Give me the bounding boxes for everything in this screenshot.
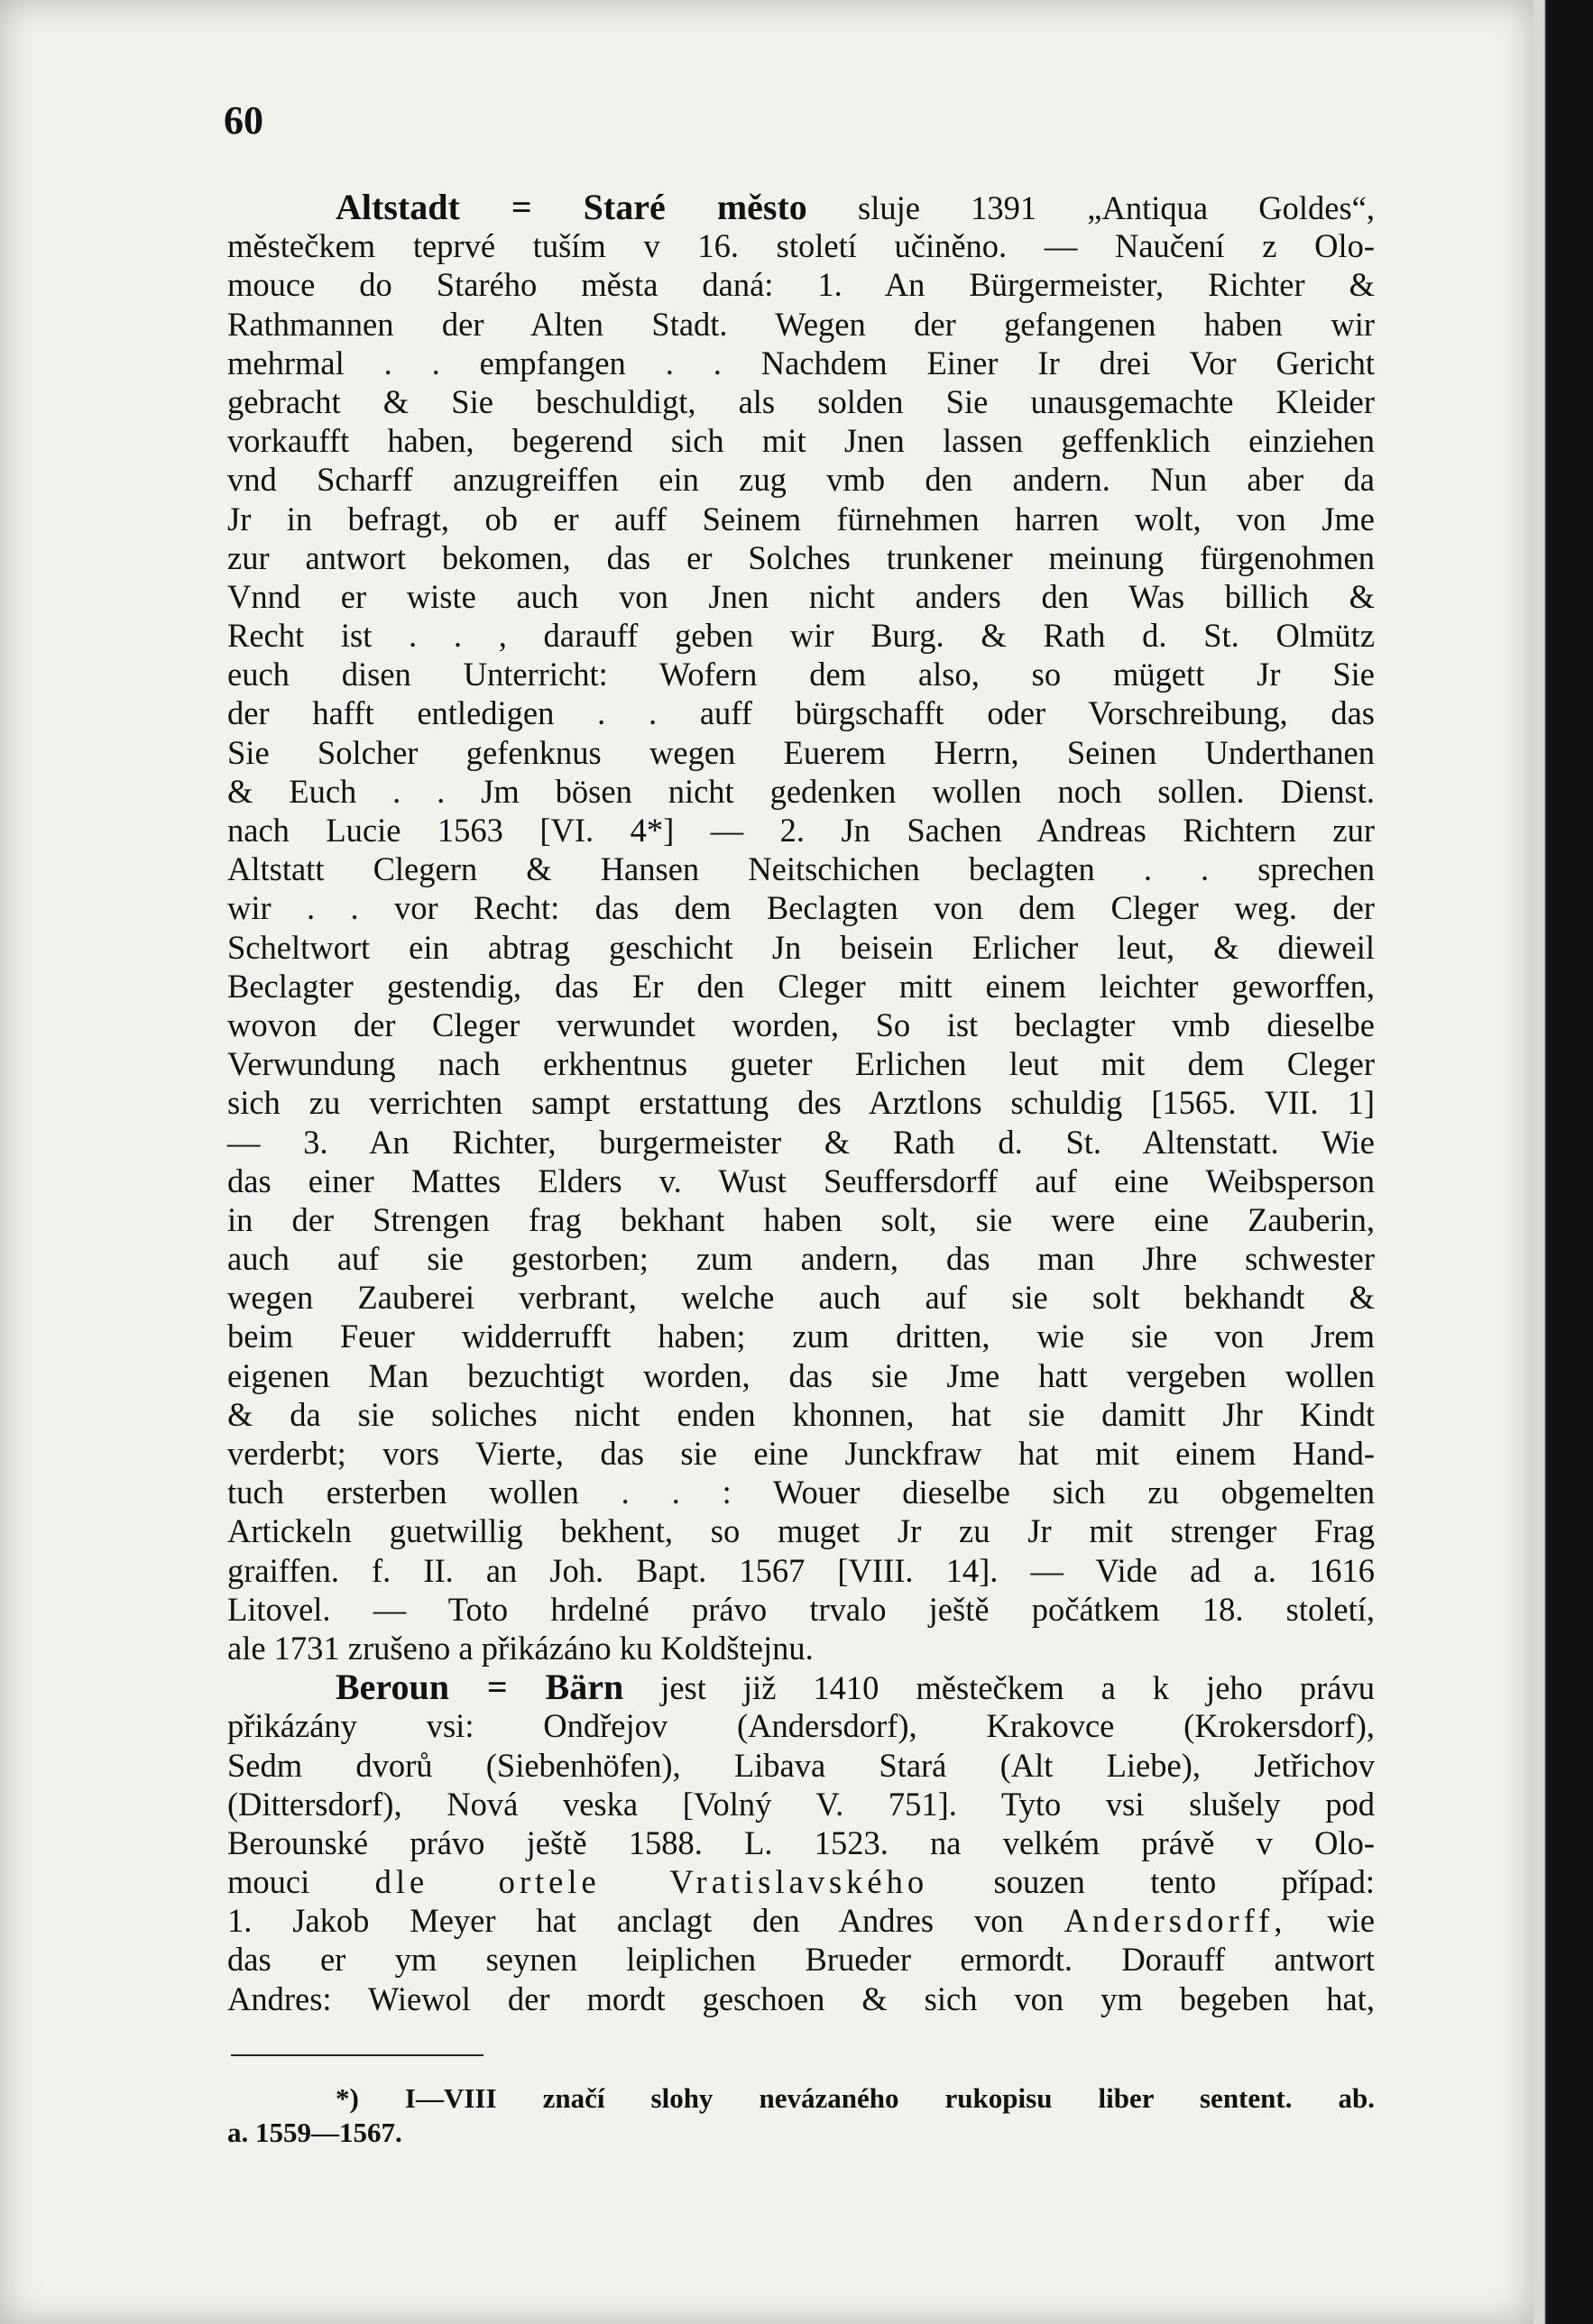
text-line: Verwundung nach erkhentnus gueter Erlichen leut mit dem Cleger: [227, 1045, 1375, 1083]
text-line: Recht ist . . , darauff geben wir Burg. & Rath d. St. Olmütz: [227, 617, 1375, 655]
paragraph-2-first-text: jest již 1410 městečkem a k jeho právu: [660, 1669, 1376, 1707]
text-line: graiffen. f. II. an Joh. Bapt. 1567 [VIII. 14]. — Vide ad a. 1616: [227, 1551, 1375, 1589]
body-text: [227, 188, 1375, 2018]
text-line-spaced-name: 1. Jakob Meyer hat anclagt den Andres von Andersdorff, wie: [227, 1902, 1376, 1940]
text-line: tuch ersterben wollen . . : Wouer dieselbe sich zu obgemelten: [227, 1474, 1375, 1511]
page-number: 60: [224, 98, 263, 142]
footnote-line-1: *) I—VIII značí slohy nevázaného rukopisu liber sentent. ab.: [336, 2082, 1375, 2114]
text-line: zur antwort bekomen, das er Solches trunkener meinung fürgenohmen: [227, 538, 1375, 576]
text-line: gebracht & Sie beschuldigt, als solden Sie unausgemachte Kleider: [227, 382, 1375, 420]
paragraph-1-lines: [227, 226, 1375, 1667]
text-line: přikázány vsi: Ondřejov (Andersdorf), Krakovce (Krokersdorf),: [227, 1707, 1375, 1745]
text-line: Jr in befragt, ob er auff Seinem fürnehmen harren wolt, von Jme: [227, 500, 1375, 537]
text-line: eigenen Man bezuchtigt worden, das sie Jme hatt vergeben wollen: [227, 1356, 1375, 1394]
text-line: in der Strengen frag bekhant haben solt, sie were eine Zauberin,: [227, 1200, 1375, 1238]
text-line: vorkaufft haben, begerend sich mit Jnen lassen geffenklich einziehen: [227, 422, 1375, 460]
text-line: Berounské právo ještě 1588. L. 1523. na velkém právě v Olo-: [227, 1823, 1375, 1861]
text-line: Scheltwort ein abtrag geschicht Jn beisein Erlicher leut, & dieweil: [227, 928, 1375, 966]
paragraph-1-first-line: [227, 188, 1375, 226]
text-line: — 3. An Richter, burgermeister & Rath d. St. Altenstatt. Wie: [227, 1123, 1375, 1161]
text-line: sich zu verrichten sampt erstattung des Arztlons schuldig [1565. VII. 1]: [227, 1084, 1375, 1122]
page-edge: [1533, 0, 1593, 2324]
text-line: verderbt; vors Vierte, das sie eine Junckfraw hat mit einem Hand-: [227, 1435, 1375, 1472]
text-line: Altstatt Clegern & Hansen Neitschichen beclagten . . sprechen: [227, 850, 1375, 888]
text-line: das einer Mattes Elders v. Wust Seuffersdorff auf eine Weibsperson: [227, 1162, 1375, 1199]
text-line: der hafft entledigen . . auff bürgschafft oder Vorschreibung, das: [227, 694, 1375, 732]
text-line: nach Lucie 1563 [VI. 4*] — 2. Jn Sachen Andreas Richtern zur: [227, 812, 1375, 849]
text-line: mouce do Starého města daná: 1. An Bürgermeister, Richter &: [227, 266, 1375, 304]
text-line: mehrmal . . empfangen . . Nachdem Einer Ir drei Vor Gericht: [227, 344, 1375, 381]
footnote-line-2: a. 1559—1567.: [227, 2117, 402, 2148]
text-line: & Euch . . Jm bösen nicht gedenken wollen noch sollen. Dienst.: [227, 772, 1375, 810]
text-line-spaced: mouci dle ortele Vratislavského souzen tento případ:: [227, 1863, 1375, 1901]
text-line: wir . . vor Recht: das dem Beclagten von dem Cleger weg. der: [227, 889, 1375, 927]
text-line: wovon der Cleger verwundet worden, So ist beclagter vmb dieselbe: [227, 1006, 1375, 1043]
paragraph-2-lines: [227, 1706, 1375, 1862]
text-line: & da sie soliches nicht enden khonnen, hat sie damitt Jhr Kindt: [227, 1395, 1375, 1433]
paragraph-2-tail-lines: [227, 1940, 1375, 2017]
text-line: (Dittersdorf), Nová veska [Volný V. 751]. Tyto vsi slušely pod: [227, 1785, 1375, 1823]
text-line: Vnnd er wiste auch von Jnen nicht anders den Was billich &: [227, 577, 1375, 615]
text-line: Sie Solcher gefenknus wegen Euerem Herrn, Seinen Underthanen: [227, 733, 1375, 771]
text-line: vnd Scharff anzugreiffen ein zug vmb den andern. Nun aber da: [227, 461, 1375, 499]
entry-heading-beroun: Beroun = Bärn: [336, 1667, 624, 1708]
text-line: Artickeln guetwillig bekhent, so muget Jr zu Jr mit strenger Frag: [227, 1512, 1375, 1550]
text-line: městečkem teprvé tuším v 16. století učiněno. — Naučení z Olo-: [227, 227, 1375, 265]
text-line: ale 1731 zrušeno a přikázáno ku Koldštejnu.: [227, 1629, 814, 1667]
text-line: Rathmannen der Alten Stadt. Wegen der gefangenen haben wir: [227, 305, 1375, 343]
text-line: Sedm dvorů (Siebenhöfen), Libava Stará (Alt Liebe), Jetřichov: [227, 1746, 1375, 1784]
footnote: [227, 2081, 1375, 2150]
text-line: Litovel. — Toto hrdelné právo trvalo ještě počátkem 18. století,: [227, 1590, 1375, 1628]
text-line: beim Feuer widderrufft haben; zum dritten, wie sie von Jrem: [227, 1318, 1375, 1355]
footnote-rule: [231, 2054, 483, 2056]
text-line: das er ym seynen leiplichen Brueder ermordt. Dorauff antwort: [227, 1941, 1375, 1979]
text-line: euch disen Unterricht: Wofern dem also, so mügett Jr Sie: [227, 656, 1375, 694]
text-line: auch auf sie gestorben; zum andern, das man Jhre schwester: [227, 1240, 1375, 1278]
text-line: Beclagter gestendig, das Er den Cleger mitt einem leichter geworffen,: [227, 967, 1375, 1005]
paragraph-2-first-line: [227, 1667, 1375, 1706]
entry-heading-altstadt: Altstadt = Staré město: [336, 187, 807, 227]
text-line: wegen Zauberei verbrant, welche auch auf sie solt bekhandt &: [227, 1279, 1375, 1317]
text-line: Andres: Wiewol der mordt geschoen & sich von ym begeben hat,: [227, 1980, 1375, 2017]
paragraph-1-first-text: sluje 1391 „Antiqua Goldes“,: [857, 189, 1375, 226]
